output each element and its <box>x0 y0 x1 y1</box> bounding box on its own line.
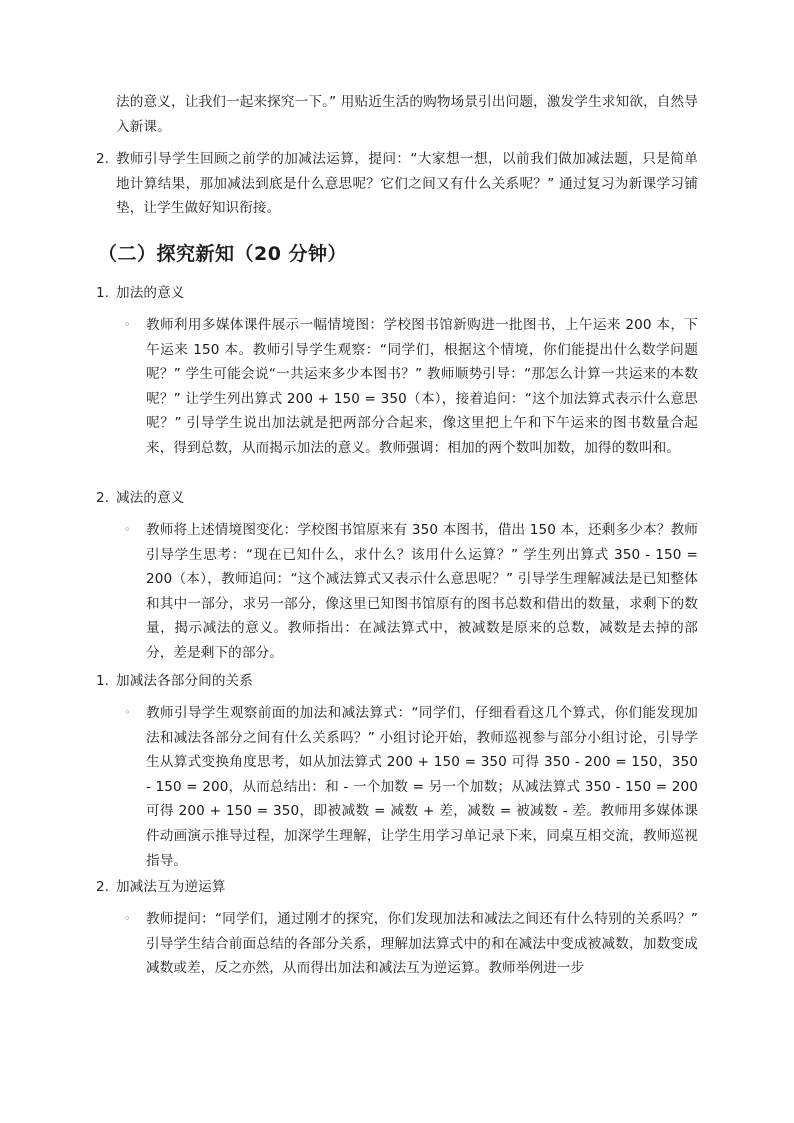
list-item-title: 加法的意义 <box>116 285 185 301</box>
bullet-marker: ◦ <box>124 706 131 719</box>
bullet-marker: ◦ <box>124 523 131 536</box>
list-number: 2. <box>96 490 109 506</box>
intro-item-2: 教师引导学生回顾之前学的加减法运算，提问：“大家想一想，以前我们做加减法题，只是简单地计算结果，那加减法到底是什么意思呢？它们之间又有什么关系呢？” 通过复习为新课学习铺垫，让学生做好知识衔接。 <box>116 151 698 217</box>
list-number: 1. <box>96 285 109 301</box>
list-number: 2. <box>96 151 109 167</box>
intro-continuation: 法的意义，让我们一起来探究一下。” 用贴近生活的购物场景引出问题，激发学生求知欲，自然导入新课。 <box>116 94 698 135</box>
list-item-title: 加减法各部分间的关系 <box>116 673 253 689</box>
list-item-body: 教师提问：“同学们，通过刚才的探究，你们发现加法和减法之间还有什么特别的关系吗？” 引导学生结合前面总结的各部分关系，理解加法算式中的和在减法中变成被减数，加数变成减数或差，反之亦然，从而得出加法和减法互为逆运算。教师举例进一步 <box>146 911 698 977</box>
section-heading: （二）探究新知（20 分钟） <box>98 243 348 265</box>
list-item-title: 减法的意义 <box>116 490 185 506</box>
bullet-marker: ◦ <box>124 912 131 925</box>
list-item-body: 教师利用多媒体课件展示一幅情境图：学校图书馆新购进一批图书，上午运来 200 本，下午运来 150 本。教师引导学生观察：“同学们，根据这个情境，你们能提出什么数学问题呢？” 学生可能会说“一共运来多少本图书？” 教师顺势引导：“那怎么计算一共运来的本数呢？” 让学生列出算式 200 + 150 = 350（本），接着追问：“这个加法算式表示什么意思呢？” 引导学生说出加法就是把两部分合起来，像这里把上午和下午运来的图书数量合起来，得到总数，从而揭示加法的意义。教师强调：相加的两个数叫加数，加得的数叫和。 <box>146 317 698 456</box>
list-item-title: 加减法互为逆运算 <box>116 879 226 895</box>
list-number: 2. <box>96 879 109 895</box>
bullet-marker: ◦ <box>124 318 131 331</box>
list-item-body: 教师将上述情境图变化：学校图书馆原来有 350 本图书，借出 150 本，还剩多少本？教师引导学生思考：“现在已知什么，求什么？该用什么运算？” 学生列出算式 350 - 150 = 200（本），教师追问：“这个减法算式又表示什么意思呢？” 引导学生理解减法是已知整体和其中一部分，求另一部分，像这里已知图书馆原有的图书总数和借出的数量，求剩下的数量，揭示减法的意义。教师指出：在减法算式中，被减数是原来的总数，减数是去掉的部分，差是剩下的部分。 <box>146 522 698 661</box>
list-item-body: 教师引导学生观察前面的加法和减法算式：“同学们，仔细看看这几个算式，你们能发现加法和减法各部分之间有什么关系吗？” 小组讨论开始，教师巡视参与部分小组讨论，引导学生从算式变换角度思考，如从加法算式 200 + 150 = 350 可得 350 - 200 = 150，350 - 150 = 200，从而总结出：和 - 一个加数 = 另一个加数；从减法算式 350 - 150 = 200 可得 200 + 150 = 350，即被减数 = 减数 + 差，减数 = 被减数 - 差。教师用多媒体课件动画演示推导过程，加深学生理解，让学生用学习单记录下来，同桌互相交流，教师巡视指导。 <box>146 705 698 869</box>
list-number: 1. <box>96 673 109 689</box>
